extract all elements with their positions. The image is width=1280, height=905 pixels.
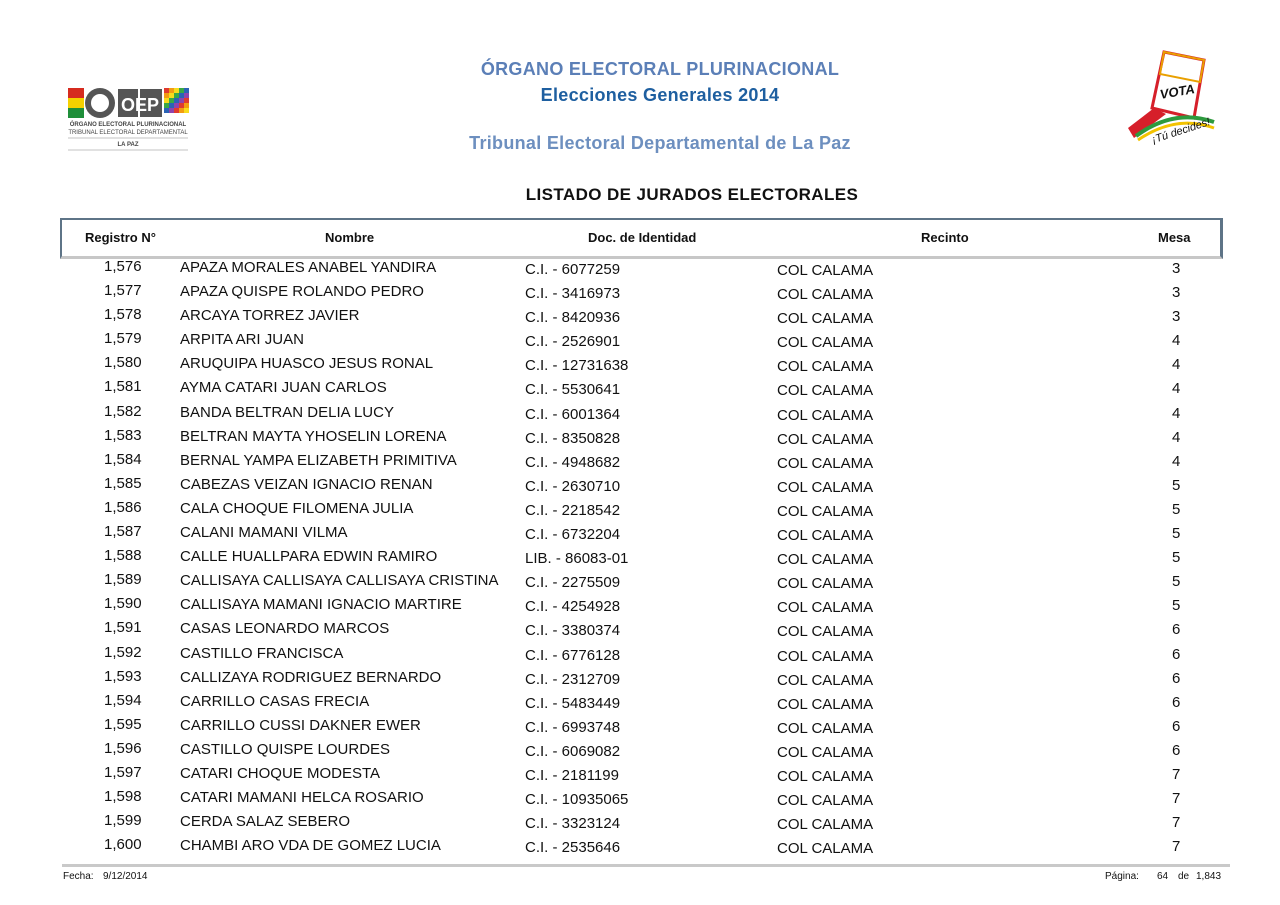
cell-recinto: COL CALAMA [777,262,874,279]
cell-recinto: COL CALAMA [777,671,874,689]
svg-text:LA PAZ: LA PAZ [117,142,139,148]
cell-nombre: CHAMBI ARO VDA DE GOMEZ LUCIA [180,837,441,855]
cell-nombre: CASTILLO FRANCISCA [180,644,344,662]
cell-recinto: COL CALAMA [777,647,874,665]
cell-registro: 1,580 [104,354,142,372]
cell-registro: 1,597 [104,763,142,781]
election-subtitle: Elecciones Generales 2014 [540,85,780,105]
cell-registro: 1,586 [104,498,142,516]
cell-mesa: 6 [1172,717,1181,735]
cell-mesa: 7 [1172,814,1181,832]
cell-nombre: ARUQUIPA HUASCO JESUS RONAL [180,355,434,373]
column-header-registro: Registro N° [85,230,156,245]
cell-documento: C.I. - 2275509 [525,574,621,592]
cell-mesa: 5 [1172,549,1181,567]
vota-text: VOTA [1158,81,1196,103]
cell-nombre: BELTRAN MAYTA YHOSELIN LORENA [180,427,447,445]
cell-registro: 1,594 [104,691,142,709]
slogan-text: ¡Tú decides! [1150,116,1212,147]
list-title: LISTADO DE JURADOS ELECTORALES [525,185,859,204]
cell-nombre: CERDA SALAZ SEBERO [180,813,351,831]
cell-recinto: COL CALAMA [777,816,874,834]
table-row [0,473,1280,497]
cell-mesa: 6 [1172,621,1181,639]
cell-nombre: CARRILLO CASAS FRECIA [180,692,370,710]
cell-documento: C.I. - 6077259 [525,261,621,278]
column-header-documento: Doc. de Identidad [588,230,697,245]
svg-text:ÓRGANO ELECTORAL PLURINACIONAL: ÓRGANO ELECTORAL PLURINACIONAL [69,122,187,128]
cell-nombre: ARPITA ARI JUAN [180,331,304,349]
footer-page-number: 64 [1157,871,1169,882]
cell-recinto: COL CALAMA [777,551,874,569]
cell-nombre: CARRILLO CUSSI DAKNER EWER [180,716,421,734]
cell-recinto: COL CALAMA [777,623,874,641]
cell-mesa: 5 [1172,476,1181,494]
cell-mesa: 6 [1172,645,1181,663]
cell-registro: 1,576 [104,258,142,275]
cell-mesa: 7 [1172,790,1181,808]
cell-registro: 1,590 [104,595,142,613]
svg-text:TRIBUNAL ELECTORAL DEPARTAMENT: TRIBUNAL ELECTORAL DEPARTAMENTAL [68,130,188,136]
cell-recinto: COL CALAMA [777,502,874,520]
table-row [0,545,1280,569]
oep-logo-text: OEP [120,95,160,115]
cell-documento: C.I. - 2218542 [525,501,621,519]
cell-documento: C.I. - 3416973 [525,285,621,303]
organization-title: ÓRGANO ELECTORAL PLURINACIONAL [480,59,840,79]
table-row [0,642,1280,666]
cell-recinto: COL CALAMA [777,430,874,448]
cell-mesa: 6 [1172,693,1181,711]
cell-nombre: CALANI MAMANI VILMA [180,524,348,542]
cell-nombre: CALLE HUALLPARA EDWIN RAMIRO [180,548,438,566]
cell-registro: 1,588 [104,547,142,565]
cell-recinto: COL CALAMA [777,767,874,785]
column-header-recinto: Recinto [921,230,969,245]
cell-registro: 1,600 [104,836,142,854]
cell-registro: 1,589 [104,571,142,589]
cell-mesa: 5 [1172,500,1181,518]
cell-documento: C.I. - 6069082 [525,742,621,760]
cell-recinto: COL CALAMA [777,527,874,545]
cell-mesa: 3 [1172,308,1181,326]
cell-documento: C.I. - 5530641 [525,381,621,399]
cell-recinto: COL CALAMA [777,478,874,496]
cell-nombre: CASAS LEONARDO MARCOS [180,620,390,638]
table-row [0,738,1280,762]
table-row [0,497,1280,521]
table-row [0,449,1280,473]
cell-nombre: BANDA BELTRAN DELIA LUCY [180,403,394,421]
table-row [0,569,1280,593]
cell-documento: C.I. - 6732204 [525,526,621,544]
cell-mesa: 7 [1172,838,1181,856]
cell-mesa: 4 [1172,332,1181,350]
table-row [0,593,1280,617]
table-row [0,304,1280,328]
cell-recinto: COL CALAMA [777,840,874,858]
cell-documento: C.I. - 10935065 [525,791,629,809]
cell-nombre: CALLIZAYA RODRIGUEZ BERNARDO [180,668,442,686]
table-row [0,834,1280,858]
cell-documento: C.I. - 4254928 [525,598,621,616]
cell-registro: 1,599 [104,812,142,830]
cell-mesa: 5 [1172,597,1181,615]
table-row [0,280,1280,304]
cell-registro: 1,598 [104,788,142,806]
cell-recinto: COL CALAMA [777,792,874,810]
cell-mesa: 6 [1172,741,1181,759]
cell-registro: 1,579 [104,330,142,348]
cell-documento: C.I. - 8350828 [525,429,621,447]
cell-mesa: 4 [1172,356,1181,374]
cell-nombre: CALA CHOQUE FILOMENA JULIA [180,499,414,517]
cell-registro: 1,595 [104,715,142,733]
column-header-nombre: Nombre [325,230,375,245]
department-title: Tribunal Electoral Departamental de La Paz [469,133,851,153]
cell-documento: C.I. - 2630710 [525,477,621,495]
footer-page-of: de [1178,871,1190,882]
cell-registro: 1,591 [104,619,142,637]
table-row [0,521,1280,545]
cell-mesa: 3 [1172,284,1181,302]
cell-recinto: COL CALAMA [777,575,874,593]
cell-registro: 1,584 [104,450,142,468]
cell-recinto: COL CALAMA [777,382,874,400]
cell-nombre: CABEZAS VEIZAN IGNACIO RENAN [180,475,433,493]
cell-documento: C.I. - 2526901 [525,333,621,351]
cell-recinto: COL CALAMA [777,286,874,304]
cell-recinto: COL CALAMA [777,719,874,737]
cell-recinto: COL CALAMA [777,406,874,424]
table-row [0,256,1280,280]
cell-nombre: ARCAYA TORREZ JAVIER [180,307,360,325]
cell-mesa: 4 [1172,404,1181,422]
cell-registro: 1,582 [104,402,142,420]
table-row [0,666,1280,690]
cell-documento: C.I. - 2181199 [525,766,619,784]
cell-documento: LIB. - 86083-01 [525,550,629,568]
cell-registro: 1,596 [104,739,142,757]
cell-nombre: CATARI MAMANI HELCA ROSARIO [180,789,424,807]
table-row [0,786,1280,810]
jurados-table-body [0,256,1280,858]
cell-recinto: COL CALAMA [777,695,874,713]
cell-documento: C.I. - 8420936 [525,309,621,327]
cell-registro: 1,592 [104,643,142,661]
cell-nombre: CALLISAYA MAMANI IGNACIO MARTIRE [180,596,462,614]
table-row [0,810,1280,834]
cell-documento: C.I. - 6001364 [525,405,621,423]
cell-documento: C.I. - 3323124 [525,815,621,833]
footer-date-value: 9/12/2014 [103,871,148,882]
cell-registro: 1,583 [104,426,142,444]
cell-recinto: COL CALAMA [777,743,874,761]
cell-recinto: COL CALAMA [777,310,874,328]
cell-nombre: APAZA MORALES ANABEL YANDIRA [180,259,437,276]
cell-recinto: COL CALAMA [777,358,874,376]
cell-registro: 1,577 [104,282,142,300]
cell-registro: 1,587 [104,523,142,541]
cell-registro: 1,578 [104,306,142,324]
cell-documento: C.I. - 6776128 [525,646,621,664]
cell-nombre: APAZA QUISPE ROLANDO PEDRO [180,283,424,301]
cell-documento: C.I. - 6993748 [525,718,621,736]
table-row [0,328,1280,352]
cell-mesa: 5 [1172,573,1181,591]
table-row [0,714,1280,738]
cell-nombre: CASTILLO QUISPE LOURDES [180,740,391,758]
footer-page-label: Página: [1105,871,1139,882]
table-row [0,617,1280,641]
cell-mesa: 7 [1172,765,1181,783]
cell-documento: C.I. - 2535646 [525,839,621,857]
cell-documento: C.I. - 5483449 [525,694,621,712]
footer-divider [62,864,1230,867]
cell-nombre: CALLISAYA CALLISAYA CALLISAYA CRISTINA [180,572,499,590]
cell-mesa: 4 [1172,380,1181,398]
cell-mesa: 5 [1172,525,1181,543]
cell-mesa: 4 [1172,428,1181,446]
cell-registro: 1,585 [104,474,142,492]
cell-registro: 1,581 [104,378,142,396]
cell-recinto: COL CALAMA [777,599,874,617]
footer-date-label: Fecha: [63,871,94,882]
cell-documento: C.I. - 2312709 [525,670,621,688]
cell-documento: C.I. - 3380374 [525,622,621,640]
table-row [0,762,1280,786]
table-row [0,690,1280,714]
table-row [0,425,1280,449]
table-row [0,352,1280,376]
column-header-mesa: Mesa [1158,230,1191,245]
cell-recinto: COL CALAMA [777,454,874,472]
cell-mesa: 3 [1172,260,1181,277]
cell-mesa: 4 [1172,452,1181,470]
table-row [0,376,1280,400]
cell-documento: C.I. - 12731638 [525,357,629,375]
cell-nombre: CATARI CHOQUE MODESTA [180,764,381,782]
cell-recinto: COL CALAMA [777,334,874,352]
footer-page-total: 1,843 [1196,871,1222,882]
cell-nombre: BERNAL YAMPA ELIZABETH PRIMITIVA [180,451,457,469]
cell-documento: C.I. - 4948682 [525,453,621,471]
cell-mesa: 6 [1172,669,1181,687]
cell-registro: 1,593 [104,667,142,685]
table-row [0,401,1280,425]
cell-nombre: AYMA CATARI JUAN CARLOS [180,379,387,397]
